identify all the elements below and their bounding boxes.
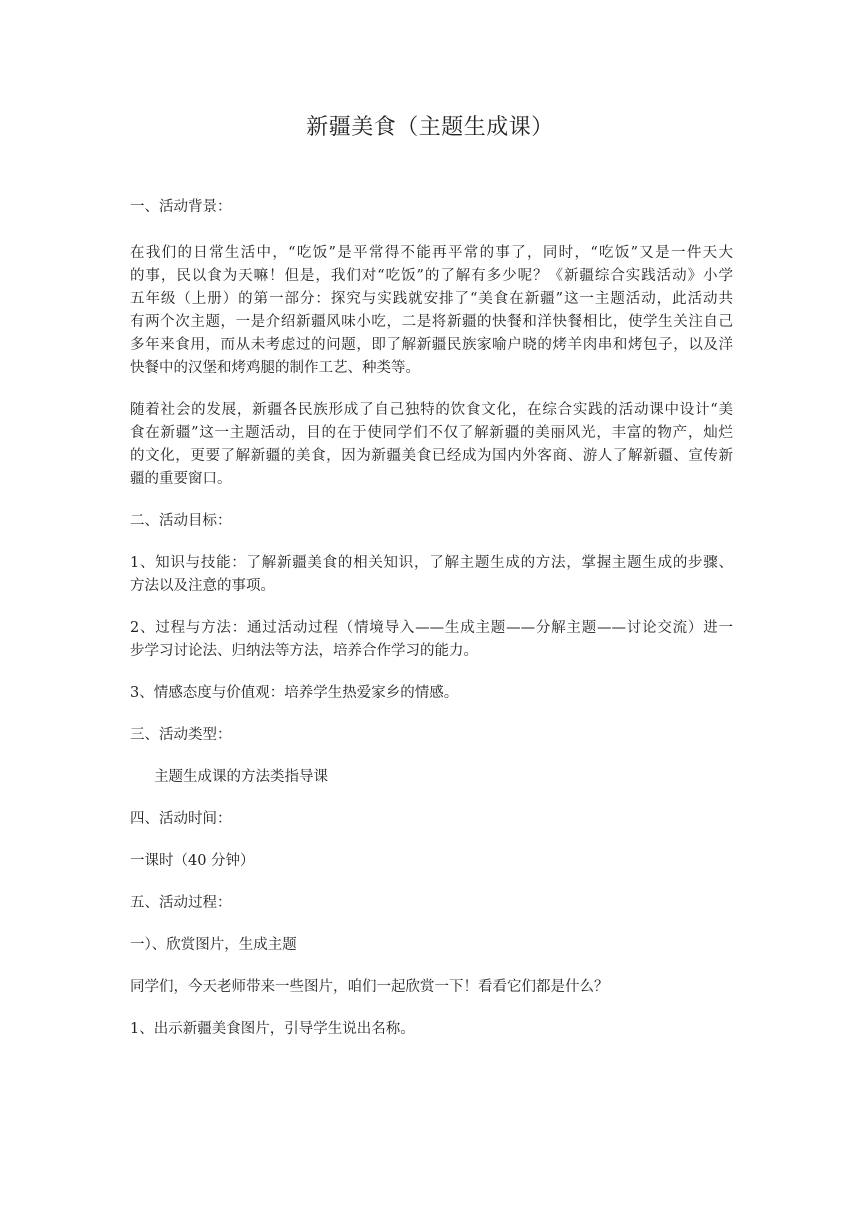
paragraph-line: 1、知识与技能：了解新疆美食的相关知识，了解主题生成的方法，掌握主题生成的步骤、: [130, 555, 733, 571]
background-paragraph-1: [130, 242, 733, 380]
paragraph-line: 方法以及注意的事项。: [130, 578, 275, 594]
section-heading-type: 三、活动类型：: [130, 727, 232, 743]
paragraph-gap: [130, 491, 733, 510]
paragraph-gap: [130, 831, 733, 850]
process-item-text: 1、出示新疆美食图片，引导学生说出名称。: [130, 1021, 415, 1037]
paragraph-line: 步学习讨论法、归纳法等方法，培养合作学习的能力。: [130, 643, 478, 659]
goal-knowledge: [130, 552, 733, 598]
paragraph-gap: [130, 747, 733, 766]
paragraph-line: 食在新疆”这一主题活动，目的在于使同学们不仅了解新疆的美丽风光，丰富的物产，灿烂: [130, 425, 733, 441]
paragraph-gap: [130, 873, 733, 892]
section-heading-background: 一、活动背景：: [130, 199, 232, 215]
activity-type-text: 主题生成课的方法类指导课: [154, 769, 328, 785]
paragraph-gap: [130, 915, 733, 934]
paragraph-gap: [130, 219, 733, 242]
paragraph-line: 的事，民以食为天嘛！但是，我们对“吃饭”的了解有多少呢？《新疆综合实践活动》小学: [130, 268, 733, 284]
paragraph-line: 随着社会的发展，新疆各民族形成了自己独特的饮食文化，在综合实践的活动课中设计“美: [130, 402, 733, 418]
paragraph-line: 有两个次主题，一是介绍新疆风味小吃，二是将新疆的快餐和洋快餐相比，使学生关注自己: [130, 314, 733, 330]
process-step-heading: 一）、欣赏图片，生成主题: [130, 937, 297, 953]
document-title: 新疆美食（主题生成课）: [306, 115, 554, 140]
section-heading-goals: 二、活动目标：: [130, 513, 232, 529]
document-body: [130, 196, 733, 1041]
section-heading-process: 五、活动过程：: [130, 895, 232, 911]
paragraph-line: 五年级（上册）的第一部分：探究与实践就安排了“美食在新疆”这一主题活动，此活动共: [130, 291, 733, 307]
paragraph-line: 的文化，更要了解新疆的美食，因为新疆美食已经成为国内外客商、游人了解新疆、宣传新: [130, 448, 733, 464]
paragraph-gap: [130, 380, 733, 399]
paragraph-line: 2、过程与方法：通过活动过程（情境导入——生成主题——分解主题——讨论交流）进一: [130, 620, 733, 636]
background-paragraph-2: [130, 399, 733, 491]
paragraph-gap: [130, 957, 733, 976]
paragraph-gap: [130, 789, 733, 808]
paragraph-gap: [130, 598, 733, 617]
paragraph-line: 疆的重要窗口。: [130, 471, 232, 487]
goal-process: [130, 617, 733, 663]
paragraph-line: 多年来食用，而从未考虑过的问题，即了解新疆民族家喻户晓的烤羊肉串和烤包子，以及洋: [130, 337, 733, 353]
paragraph-gap: [130, 705, 733, 724]
paragraph-gap: [130, 663, 733, 682]
paragraph-line: 在我们的日常生活中，“吃饭”是平常得不能再平常的事了，同时，“吃饭”又是一件天大: [130, 245, 733, 261]
section-heading-time: 四、活动时间：: [130, 811, 232, 827]
paragraph-line: 快餐中的汉堡和烤鸡腿的制作工艺、种类等。: [130, 360, 420, 376]
paragraph-gap: [130, 999, 733, 1018]
goal-emotion: 3、情感态度与价值观：培养学生热爱家乡的情感。: [130, 685, 459, 701]
process-intro-text: 同学们，今天老师带来一些图片，咱们一起欣赏一下！看看它们都是什么？: [130, 979, 609, 995]
activity-time-text: 一课时（40 分钟）: [130, 853, 255, 869]
paragraph-gap: [130, 533, 733, 552]
